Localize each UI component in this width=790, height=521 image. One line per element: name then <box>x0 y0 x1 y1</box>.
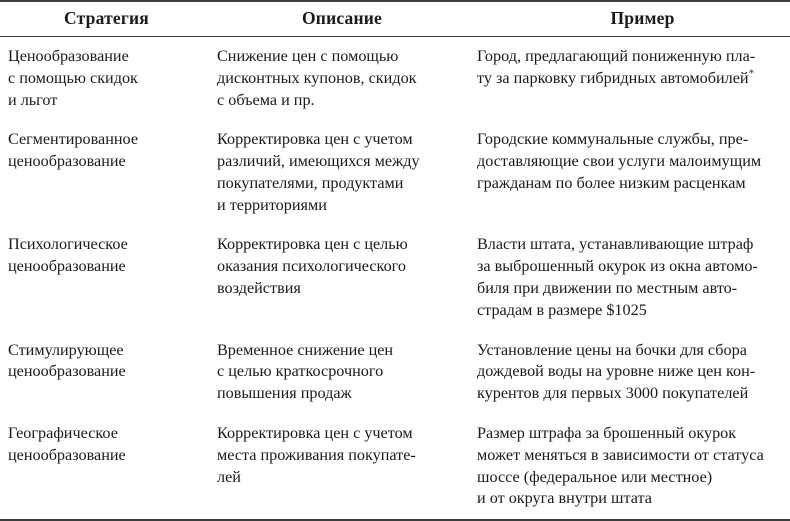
cell-line: Снижение цен с помощью <box>217 47 399 65</box>
cell-line: оказания психологического <box>217 257 407 276</box>
cell-strategy-3 <box>0 331 213 414</box>
cell-line: с целью краткосрочного <box>217 362 384 381</box>
cell-strategy-2 <box>0 225 213 330</box>
cell-line: страдам в размере $1025 <box>477 300 647 319</box>
cell-line: за выброшенный окурок из окна автомо- <box>477 257 758 276</box>
cell-line: и льгот <box>8 90 58 109</box>
cell-line: Ценообразование <box>8 47 129 65</box>
cell-line: с объема и пр. <box>217 90 315 109</box>
cell-line: может меняться в зависимости от статуса <box>477 445 764 464</box>
cell-line: лей <box>217 467 241 486</box>
cell-example-3 <box>471 331 790 414</box>
cell-line: различий, имеющихся между <box>217 152 420 171</box>
cell-line: гражданам по более низким расценкам <box>477 173 746 192</box>
cell-line: дисконтных купонов, скидок <box>217 68 417 87</box>
cell-line: ценообразование <box>8 445 126 464</box>
cell-line: Корректировка цен с учетом <box>217 130 413 149</box>
cell-line: ценообразование <box>8 257 126 276</box>
cell-line: ту за парковку гибридных автомобилей* <box>477 67 755 87</box>
cell-line: Психологическое <box>8 235 128 254</box>
cell-line: Корректировка цен с целью <box>217 235 408 254</box>
cell-strategy-4 <box>0 414 213 520</box>
cell-line: Географическое <box>8 423 118 442</box>
cell-line: Размер штрафа за брошенный окурок <box>477 423 737 442</box>
table-body <box>0 37 790 521</box>
cell-description-3 <box>213 331 471 414</box>
cell-line: дождевой воды на уровне ниже цен кон- <box>477 362 756 381</box>
cell-example-2 <box>471 225 790 330</box>
column-header-example: Пример <box>610 8 675 28</box>
cell-line: и от округа внутри штата <box>477 489 652 508</box>
cell-line: покупателями, продуктами <box>217 173 404 192</box>
cell-line: воздействия <box>217 279 301 298</box>
cell-example-4 <box>471 414 790 520</box>
cell-line: доставляющие свои услуги малоимущим <box>477 152 762 171</box>
cell-line: Временное снижение цен <box>217 340 394 359</box>
column-header-strategy: Стратегия <box>64 8 149 28</box>
table-row <box>0 120 790 225</box>
cell-line: повышения продаж <box>217 384 352 403</box>
cell-line: ценообразование <box>8 152 126 171</box>
cell-line: ценообразование <box>8 362 126 381</box>
cell-line: Сегментированное <box>8 130 139 149</box>
cell-description-1 <box>213 120 471 225</box>
cell-line: с помощью скидок <box>8 68 138 87</box>
cell-line: биля при движении по местным авто- <box>477 279 738 298</box>
cell-strategy-1 <box>0 120 213 225</box>
table-row <box>0 37 790 121</box>
table-header-row <box>0 1 790 37</box>
table-row <box>0 225 790 330</box>
table-row <box>0 414 790 520</box>
cell-line: места проживания покупате- <box>217 445 416 464</box>
cell-line: Корректировка цен с учетом <box>217 423 413 442</box>
cell-example-1 <box>471 120 790 225</box>
cell-description-4 <box>213 414 471 520</box>
cell-description-0 <box>213 37 471 121</box>
cell-example-0 <box>471 37 790 121</box>
table-header <box>0 1 790 37</box>
table-row <box>0 331 790 414</box>
cell-line: Власти штата, устанавливающие штраф <box>477 235 754 254</box>
cell-line: и территориями <box>217 195 327 214</box>
cell-line: Установление цены на бочки для сбора <box>477 340 747 359</box>
cell-line: Городские коммунальные службы, пре- <box>477 130 749 149</box>
cell-line: курентов для первых 3000 покупателей <box>477 384 749 403</box>
cell-line: Стимулирующее <box>8 340 124 359</box>
column-header-description: Описание <box>301 8 383 28</box>
cell-line: Город, предлагающий пониженную пла- <box>477 47 756 65</box>
footnote-marker: * <box>748 67 755 80</box>
cell-description-2 <box>213 225 471 330</box>
cell-line: шоссе (федеральное или местное) <box>477 467 713 486</box>
cell-strategy-0 <box>0 37 213 121</box>
